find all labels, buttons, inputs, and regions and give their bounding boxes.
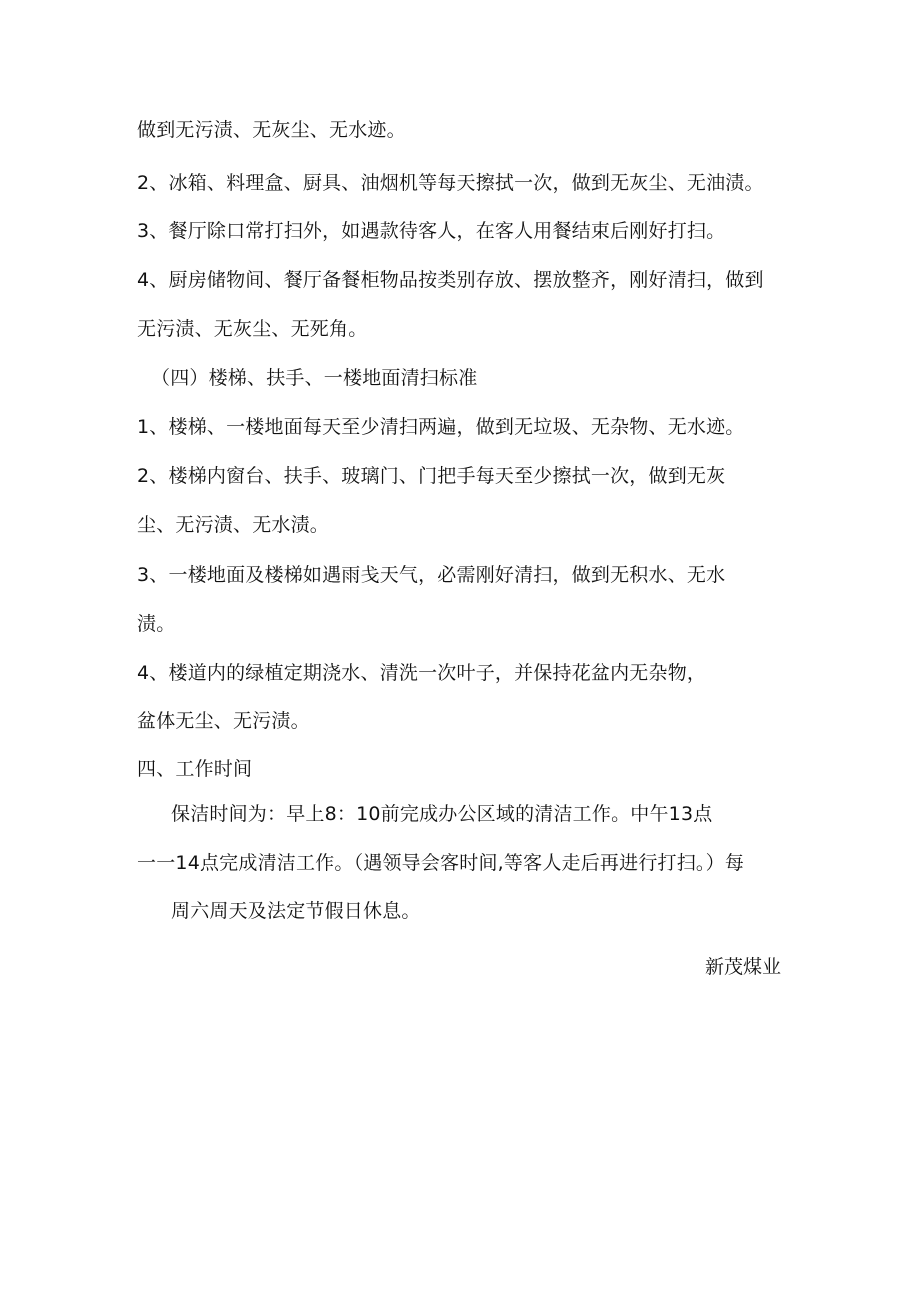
- text-line: 尘、无污渍、无水渍。: [137, 514, 330, 536]
- text-line: 渍。: [137, 613, 176, 635]
- text-line: 3、餐厅除口常打扫外，如遇款待客人，在客人用餐结束后刚好打扫。: [137, 220, 726, 242]
- text-line: 盆体无尘、无污渍。: [137, 710, 310, 732]
- section-heading: （四）楼梯、扶手、一楼地面清扫标准: [151, 367, 478, 389]
- text-line: 2、冰箱、料理盒、厨具、油烟机等每天擦拭一次，做到无灰尘、无油渍。: [137, 172, 764, 194]
- text-line: 2、楼梯内窗台、扶手、玻璃门、门把手每天至少擦拭一次，做到无灰: [137, 465, 726, 487]
- text-line: 周六周天及法定节假日休息。: [171, 900, 421, 922]
- signature: 新茂煤业: [704, 956, 781, 978]
- text-line: 1、楼梯、一楼地面每天至少清扫两遍，做到无垃圾、无杂物、无水迹。: [137, 416, 745, 438]
- text-line: 4、厨房储物间、餐厅备餐柜物品按类别存放、摆放整齐，刚好清扫，做到: [137, 269, 764, 291]
- text-line: 4、楼道内的绿植定期浇水、清洗一次叶子，并保持花盆内无杂物，: [137, 662, 707, 684]
- section-heading: 四、工作时间: [137, 758, 253, 780]
- text-line: 保洁时间为：早上8：10前完成办公区域的清洁工作。中午13点: [171, 803, 713, 825]
- text-line: 做到无污渍、无灰尘、无水迹。: [137, 119, 406, 141]
- text-line: 一一14点完成清洁工作。（遇领导会客时间,等客人走后再进行打扫。）每: [137, 852, 745, 874]
- text-line: 无污渍、无灰尘、无死角。: [137, 318, 368, 340]
- text-line: 3、一楼地面及楼梯如遇雨戋天气，必需刚好清扫，做到无积水、无水: [137, 564, 726, 586]
